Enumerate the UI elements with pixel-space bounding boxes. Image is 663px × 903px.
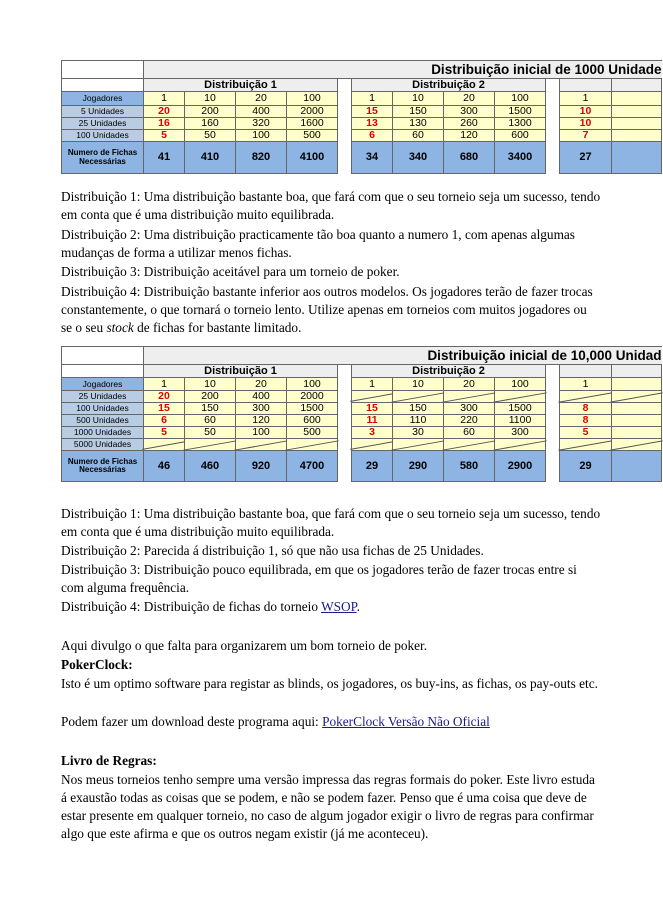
cell: 100 [236, 427, 287, 439]
cell: 50 [185, 427, 236, 439]
pokerclock-heading: PokerClock: [61, 657, 133, 672]
cell: 1500 [495, 106, 546, 118]
paragraph: Distribuição 1: Uma distribuição bastante boa, que fará com que o seu torneio seja um sucesso, tendo em conta que é uma distribuição muito equilibrada. [61, 506, 601, 539]
cell: 130 [393, 118, 444, 130]
cell: 29 [352, 451, 393, 482]
cell: 15 [352, 106, 393, 118]
cell: 20 [236, 378, 287, 391]
cell: 1 [144, 92, 185, 106]
cell: 6 [352, 130, 393, 142]
cell: 100 [287, 92, 338, 106]
cell: 2000 [287, 106, 338, 118]
cell: 4100 [287, 142, 338, 174]
pokerclock-download: Podem fazer um download deste programa aqui: PokerClock Versão Não Oficial [61, 714, 490, 729]
cell: 5 [560, 427, 612, 439]
cell: 500 [287, 130, 338, 142]
cell: 2000 [287, 391, 338, 403]
cell: 290 [393, 451, 444, 482]
cell: 300 [444, 403, 495, 415]
cell: 580 [444, 451, 495, 482]
cell: 20 [444, 92, 495, 106]
cell: 600 [287, 415, 338, 427]
cell: 460 [185, 451, 236, 482]
cell: 150 [393, 403, 444, 415]
cell: 320 [236, 118, 287, 130]
cell: 150 [185, 403, 236, 415]
cell: 3400 [495, 142, 546, 174]
cell: 120 [236, 415, 287, 427]
paragraph: Distribuição 2: Parecida á distribuição 1, só que não usa fichas de 25 Unidades. [61, 543, 484, 558]
cell: 400 [236, 106, 287, 118]
cell: 10 [560, 106, 612, 118]
cell: 680 [444, 142, 495, 174]
cell: 10 [185, 378, 236, 391]
cell: 300 [236, 403, 287, 415]
pokerclock-link[interactable]: PokerClock Versão Não Oficial [322, 714, 490, 729]
cell: 820 [236, 142, 287, 174]
cell: 10 [393, 378, 444, 391]
table-title: Distribuição inicial de 1000 Unidade [144, 61, 662, 79]
cell: 29 [560, 451, 612, 482]
cell: 20 [444, 378, 495, 391]
cell: 50 [185, 130, 236, 142]
row-label: 25 Unidades [62, 391, 144, 403]
cell: 5 [144, 130, 185, 142]
dist1-header: Distribuição 1 [144, 365, 338, 378]
chips-needed-label: Numero de Fichas Necessárias [62, 142, 144, 174]
row-label: 500 Unidades [62, 415, 144, 427]
cell: 1 [144, 378, 185, 391]
dist2-header: Distribuição 2 [352, 365, 546, 378]
cell: 110 [393, 415, 444, 427]
cell: 200 [185, 106, 236, 118]
cell: 8 [560, 415, 612, 427]
pokerclock-text: Isto é um optimo software para registar as blinds, os jogadores, os buy-ins, as fichas, os pay-outs etc. [61, 676, 598, 691]
paragraph: Distribuição 4: Distribuição de fichas do torneio WSOP. [61, 599, 360, 614]
cell: 30 [393, 427, 444, 439]
cell: 920 [236, 451, 287, 482]
cell: 220 [444, 415, 495, 427]
cell: 410 [185, 142, 236, 174]
row-label: 25 Unidades [62, 118, 144, 130]
chips-needed-label: Numero de Fichas Necessárias [62, 451, 144, 482]
cell: 100 [495, 378, 546, 391]
cell: 600 [495, 130, 546, 142]
rulebook-text: Nos meus torneios tenho sempre uma versão impressa das regras formais do poker. Este livro estuda á exaustão todas as coisas que se podem, e não se podem fazer. Penso que é uma coisa que deve de estar presente em qualquer torneio, no caso de algum jogador exigir o livro de regras para confirmar algo que este afirma e que os outros negam existir (já me aconteceu). [61, 772, 595, 841]
cell: 13 [352, 118, 393, 130]
cell: 1 [352, 378, 393, 391]
paragraph: Distribuição 4: Distribuição bastante inferior aos outros modelos. Os jogadores terão de fazer trocas constantemente, o que tornará o torneio lento. Utilize apenas em torneios com muitos jogadores ou se o seu stock de fichas for bastante limitado. [61, 284, 593, 335]
table-title: Distribuição inicial de 10,000 Unidad [144, 347, 662, 365]
cell: 60 [185, 415, 236, 427]
cell: 100 [236, 130, 287, 142]
wsop-link[interactable]: WSOP [321, 599, 357, 614]
cell: 340 [393, 142, 444, 174]
cell: 60 [444, 427, 495, 439]
paragraph: Distribuição 3: Distribuição aceitável para um torneio de poker. [61, 264, 400, 279]
chip-distribution-table-10000 [61, 346, 662, 482]
cell: 20 [144, 391, 185, 403]
cell: 100 [287, 378, 338, 391]
intro-paragraph: Aqui divulgo o que falta para organizarem um bom torneio de poker. [61, 638, 428, 653]
cell: 4700 [287, 451, 338, 482]
cell: 27 [560, 142, 612, 174]
cell: 41 [144, 142, 185, 174]
cell: 11 [352, 415, 393, 427]
paragraph: Distribuição 2: Uma distribuição practicamente tão boa quanto a numero 1, com apenas algumas mudanças de forma a utilizar menos fichas. [61, 227, 575, 260]
cell: 500 [287, 427, 338, 439]
cell: 7 [560, 130, 612, 142]
cell: 20 [144, 106, 185, 118]
cell: 60 [393, 130, 444, 142]
cell: 1500 [495, 403, 546, 415]
cell: 1300 [495, 118, 546, 130]
cell: 120 [444, 130, 495, 142]
cell: 3 [352, 427, 393, 439]
cell: 400 [236, 391, 287, 403]
cell: 300 [495, 427, 546, 439]
cell: 100 [495, 92, 546, 106]
cell: 1500 [287, 403, 338, 415]
cell: 150 [393, 106, 444, 118]
rulebook-heading: Livro de Regras: [61, 753, 157, 768]
cell: 1 [560, 92, 612, 106]
row-label: 100 Unidades [62, 130, 144, 142]
cell: 20 [236, 92, 287, 106]
cell: 10 [560, 118, 612, 130]
cell: 1600 [287, 118, 338, 130]
cell: 1100 [495, 415, 546, 427]
cell: 2900 [495, 451, 546, 482]
cell: 6 [144, 415, 185, 427]
row-label: 5 Unidades [62, 106, 144, 118]
cell: 1 [560, 378, 612, 391]
dist1-header: Distribuição 1 [144, 79, 338, 92]
cell: 260 [444, 118, 495, 130]
cell: 160 [185, 118, 236, 130]
cell: 200 [185, 391, 236, 403]
row-label: 1000 Unidades [62, 427, 144, 439]
cell: 300 [444, 106, 495, 118]
paragraph: Distribuição 3: Distribuição pouco equilibrada, em que os jogadores terão de fazer trocas entre si com alguma frequência. [61, 562, 577, 595]
cell: 10 [393, 92, 444, 106]
cell: 8 [560, 403, 612, 415]
cell: 15 [144, 403, 185, 415]
row-label: 5000 Unidades [62, 439, 144, 451]
paragraph: Distribuição 1: Uma distribuição bastante boa, que fará com que o seu torneio seja um sucesso, tendo em conta que é uma distribuição muito equilibrada. [61, 189, 601, 222]
cell: 16 [144, 118, 185, 130]
row-label: 100 Unidades [62, 403, 144, 415]
players-label: Jogadores [62, 92, 144, 106]
cell: 5 [144, 427, 185, 439]
cell: 1 [352, 92, 393, 106]
cell: 10 [185, 92, 236, 106]
chip-distribution-table-1000 [61, 60, 662, 174]
cell: 15 [352, 403, 393, 415]
cell: 46 [144, 451, 185, 482]
players-label: Jogadores [62, 378, 144, 391]
cell: 34 [352, 142, 393, 174]
dist2-header: Distribuição 2 [352, 79, 546, 92]
